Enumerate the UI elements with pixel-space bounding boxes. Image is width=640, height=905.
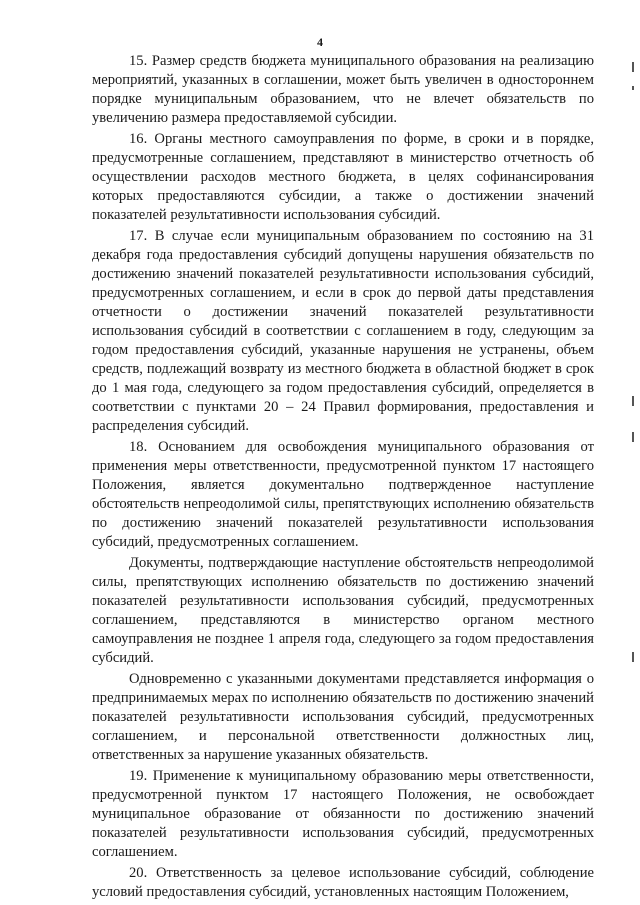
paragraph-18-information: Одновременно с указанными документами представляется информация о предпринимаемых мерах по исполнению обязательств по достижению значений показателей результативности использования субсидий, предусмотренных соглашением, и персональной ответственности должностных лиц, ответственных за нарушение указанных обязательств. <box>92 671 594 763</box>
scan-edge-mark <box>632 652 634 662</box>
paragraph-20: 20. Ответственность за целевое использование субсидий, соблюдение условий предоставления субсидий, установленных настоящим Положением, <box>92 865 594 900</box>
scan-edge-mark <box>632 86 634 90</box>
paragraph-19: 19. Применение к муниципальному образованию меры ответственности, предусмотренной пунктом 17 настоящего Положения, не освобождает муниципальное образование от обязанности по достижению значений показателей результативности использования субсидий, предусмотренных соглашением. <box>92 768 594 860</box>
scan-edge-mark <box>632 62 634 72</box>
paragraph-18: 18. Основанием для освобождения муниципального образования от применения меры ответственности, предусмотренной пунктом 17 настоящего Положения, является документально подтвержденное наступление обстоятельств непреодолимой силы, препятствующих исполнению обязательств по достижению значений показателей результативности использования субсидий, предусмотренных соглашением. <box>92 439 594 550</box>
page-number: 4 <box>317 35 323 49</box>
paragraph-15: 15. Размер средств бюджета муниципального образования на реализацию мероприятий, указанных в соглашении, может быть увеличен в одностороннем порядке муниципальным образованием, что не влечет обязательств по увеличению размера предоставляемой субсидии. <box>92 53 594 126</box>
paragraph-17: 17. В случае если муниципальным образованием по состоянию на 31 декабря года предоставления субсидий допущены нарушения обязательств по достижению значений показателей результативности использования субсидий, предусмотренных соглашением, и если в срок до первой даты представления отчетности о достижении значений показателей результативности использования субсидий в соответствии с соглашением в году, следующим за годом предоставления субсидий, указанные нарушения не устранены, объем средств, подлежащий возврату из местного бюджета в областной бюджет в срок до 1 мая года, следующего за годом предоставления субсидий, определяется в соответствии с пунктами 20 – 24 Правил формирования, предоставления и распределения субсидий. <box>92 228 594 434</box>
scan-edge-mark <box>632 396 634 406</box>
paragraph-16: 16. Органы местного самоуправления по форме, в сроки и в порядке, предусмотренные соглашением, представляют в министерство отчетность об осуществлении расходов местного бюджета, в целях софинансирования которых предоставляются субсидии, а также о достижении значений показателей результативности использования субсидий. <box>92 131 594 223</box>
document-body <box>92 52 594 902</box>
paragraph-18-documents: Документы, подтверждающие наступление обстоятельств непреодолимой силы, препятствующих исполнению обязательств по достижению значений показателей результативности использования субсидий, предусмотренных соглашением, представляются в министерство органом местного самоуправления не позднее 1 апреля года, следующего за годом предоставления субсидий. <box>92 555 594 666</box>
scan-edge-mark <box>632 432 634 442</box>
